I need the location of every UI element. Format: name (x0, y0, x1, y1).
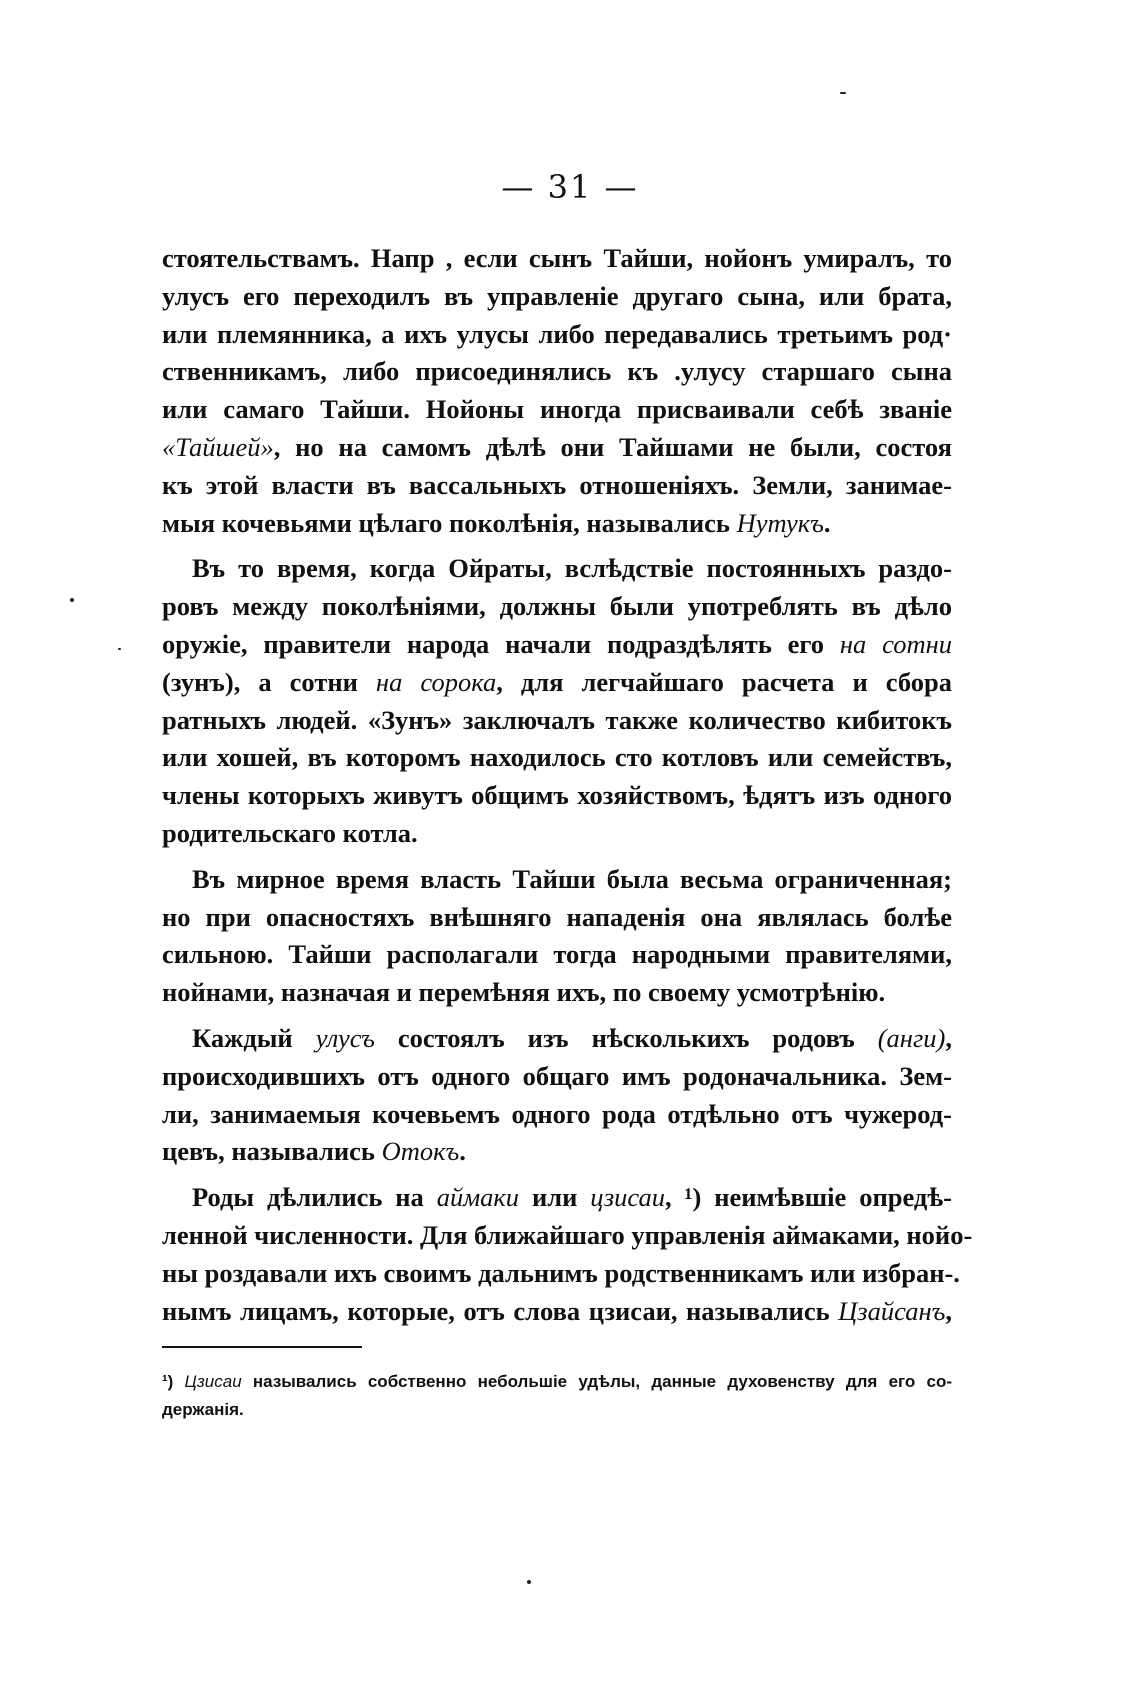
text-line: или племянника, а ихъ улусы либо передавались третьимъ род· (162, 318, 952, 349)
text-line: сильною. Тайши располагали тогда народными правителями, (162, 939, 952, 970)
text-line: нойнами, назначая и перемѣняя ихъ, по своему усмотрѣнію. (162, 977, 886, 1008)
text-line: ровъ между поколѣніями, должны были употреблять въ дѣло (162, 591, 952, 622)
text-line: происходившихъ отъ одного общаго имъ родоначальника. Зем- (162, 1060, 952, 1091)
text-line: члены которыхъ живутъ общимъ хозяйствомъ, ѣдятъ изъ одного (162, 780, 952, 811)
text-line: улусъ его переходилъ въ управленіе другаго сына, или брата, (162, 280, 952, 311)
text-line: ли, занимаемыя кочевьемъ одного рода отдѣльно отъ чужерод- (162, 1098, 952, 1129)
scan-speck (840, 92, 846, 94)
italic-term: на сорока (375, 666, 497, 697)
italic-term: на сотни (839, 628, 952, 659)
text-line: ратныхъ людей. «Зунъ» заключалъ также количество кибитокъ (162, 704, 952, 735)
paragraph-5 (162, 1179, 973, 1330)
text-line: но при опасностяхъ внѣшняго нападенія она являлась болѣе (162, 901, 952, 932)
scan-speck (118, 648, 121, 650)
italic-term: улусъ (315, 1022, 375, 1053)
footnote-divider (162, 1346, 362, 1348)
italic-term: аймаки (436, 1182, 520, 1213)
footnote-line: держанія. (162, 1400, 244, 1419)
text-line: ленной численности. Для ближайшаго управленія аймаками, нойо- (162, 1219, 973, 1250)
text-line: «Тайшей», но на самомъ дѣлѣ они Тайшами не были, состоя (162, 431, 952, 462)
text-line: Въ мирное время власть Тайши была весьма ограниченная; (192, 863, 952, 894)
text-line: ственникамъ, либо присоединялись къ .улусу старшаго сына (162, 356, 952, 387)
text-line: къ этой власти въ вассальныхъ отношеніяхъ. Земли, занимае- (162, 469, 952, 500)
text-line: цевъ, назывались Отокъ. (162, 1136, 466, 1167)
footnote-term: Цзисаи (184, 1372, 242, 1391)
text-line: Въ то время, когда Ойраты, вслѣдствіе постоянныхъ раздо- (192, 553, 952, 584)
text-line: или самаго Тайши. Нойоны иногда присваивали себѣ званіе (162, 394, 952, 425)
italic-term: (анги) (877, 1022, 946, 1053)
text-line: Роды дѣлились на аймаки или цзисаи, ¹) неимѣвшіе опредѣ- (192, 1182, 953, 1213)
text-line: (зунъ), а сотни на сорока, для легчайшаго расчета и сбора (162, 666, 952, 697)
text-line: Каждый улусъ состоялъ изъ нѣсколькихъ родовъ (анги), (192, 1022, 952, 1053)
footnote (162, 1368, 952, 1424)
body-text (162, 240, 973, 1330)
text-line: ны роздавали ихъ своимъ дальнимъ родственникамъ или избран-. (162, 1257, 960, 1288)
paragraph-1 (162, 240, 952, 542)
italic-term: Нутукъ (736, 507, 824, 538)
scan-speck (527, 1580, 531, 1584)
scan-speck (70, 598, 74, 602)
text-line: родительскаго котла. (162, 817, 418, 848)
text-line: или хошей, въ которомъ находилось сто котловъ или семействъ, (162, 742, 952, 773)
page-number: — 31 — (501, 168, 639, 206)
text-line: оружіе, правители народа начали подраздѣлять его на сотни (162, 628, 952, 659)
footnote-marker: ¹) (162, 1372, 174, 1391)
text-line: мыя кочевьями цѣлаго поколѣнія, назывались Нутукъ. (162, 507, 831, 538)
paragraph-4 (162, 1020, 952, 1171)
italic-term: цзисаи (590, 1182, 666, 1213)
italic-term: «Тайшей» (162, 431, 274, 462)
italic-term: Отокъ (381, 1136, 460, 1167)
paragraph-3 (162, 861, 952, 1012)
text-line: стоятельствамъ. Напр , если сынъ Тайши, нойонъ умиралъ, то (162, 243, 952, 273)
italic-term: Цзайсанъ (838, 1295, 946, 1326)
paragraph-2 (162, 550, 952, 852)
text-line: нымъ лицамъ, которые, отъ слова цзисаи, назывались Цзайсанъ, (162, 1295, 952, 1326)
footnote-line: ¹) Цзисаи назывались собственно небольшіе удѣлы, данные духовенству для его со- (162, 1372, 952, 1391)
